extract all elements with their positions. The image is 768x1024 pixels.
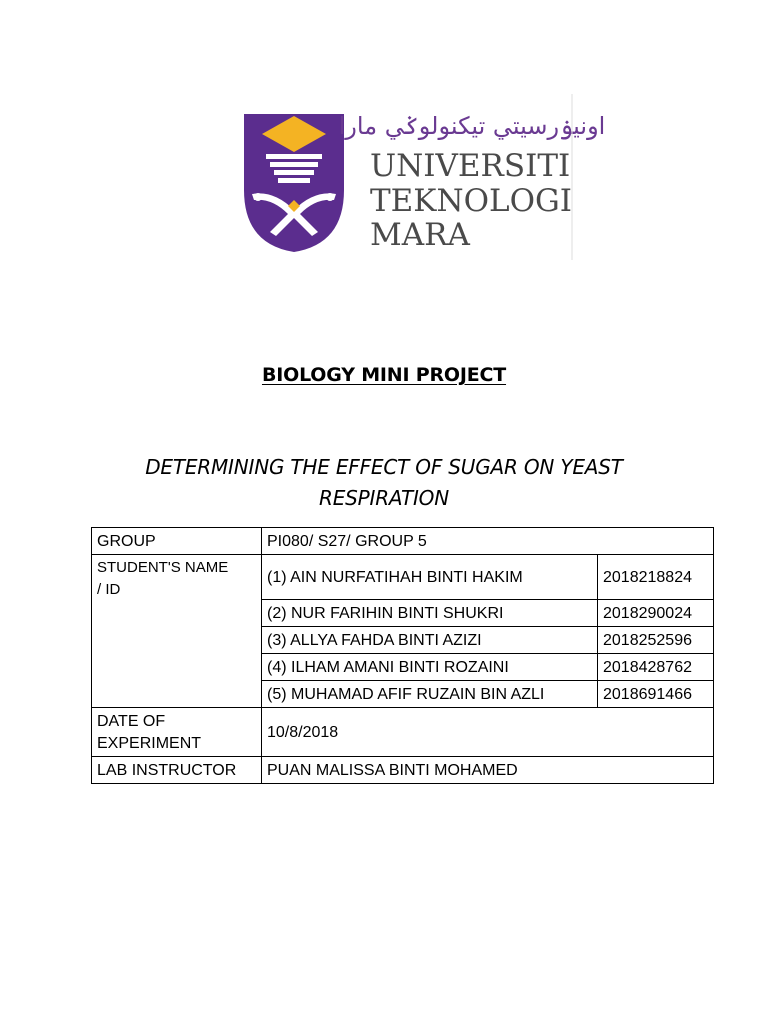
experiment-title-line1: DETERMINING THE EFFECT OF SUGAR ON YEAST <box>145 455 623 479</box>
logo-jawi-text: اونيۏرسيتي تيكنولوݢي مارا <box>338 112 606 140</box>
student-name: (5) MUHAMAD AFIF RUZAIN BIN AZLI <box>262 681 598 708</box>
student-label-line2: / ID <box>97 581 121 598</box>
logo-name-line3: MARA <box>370 217 470 253</box>
uitm-logo <box>222 94 606 260</box>
student-id: 2018252596 <box>598 627 714 654</box>
date-value: 10/8/2018 <box>262 708 714 757</box>
uitm-logo-graphic <box>222 94 606 260</box>
instructor-value: PUAN MALISSA BINTI MOHAMED <box>262 757 714 784</box>
table-row-date <box>92 708 714 757</box>
student-label-line1: STUDENT'S NAME <box>97 559 229 576</box>
student-id: 2018290024 <box>598 600 714 627</box>
student-label <box>92 555 262 708</box>
student-id: 2018428762 <box>598 654 714 681</box>
logo-name-line1: UNIVERSITI <box>370 148 571 184</box>
student-id: 2018691466 <box>598 681 714 708</box>
project-info-table <box>91 527 714 784</box>
experiment-title <box>0 452 768 514</box>
date-label-line2: EXPERIMENT <box>97 735 202 752</box>
student-id: 2018218824 <box>598 555 714 600</box>
date-label-line1: DATE OF <box>97 713 166 730</box>
instructor-label: LAB INSTRUCTOR <box>92 757 262 784</box>
experiment-title-line2: RESPIRATION <box>319 486 449 510</box>
group-label: GROUP <box>92 528 262 555</box>
student-name: (2) NUR FARIHIN BINTI SHUKRI <box>262 600 598 627</box>
table-row-group <box>92 528 714 555</box>
student-name: (3) ALLYA FAHDA BINTI AZIZI <box>262 627 598 654</box>
logo-name-line2: TEKNOLOGI <box>370 183 573 219</box>
project-title: BIOLOGY MINI PROJECT <box>261 364 507 386</box>
table-row-instructor <box>92 757 714 784</box>
uitm-crest-icon <box>244 114 344 252</box>
student-name: (4) ILHAM AMANI BINTI ROZAINI <box>262 654 598 681</box>
group-value: PI080/ S27/ GROUP 5 <box>262 528 714 555</box>
date-label <box>92 708 262 757</box>
student-name: (1) AIN NURFATIHAH BINTI HAKIM <box>262 555 598 600</box>
table-row-student <box>92 555 714 600</box>
